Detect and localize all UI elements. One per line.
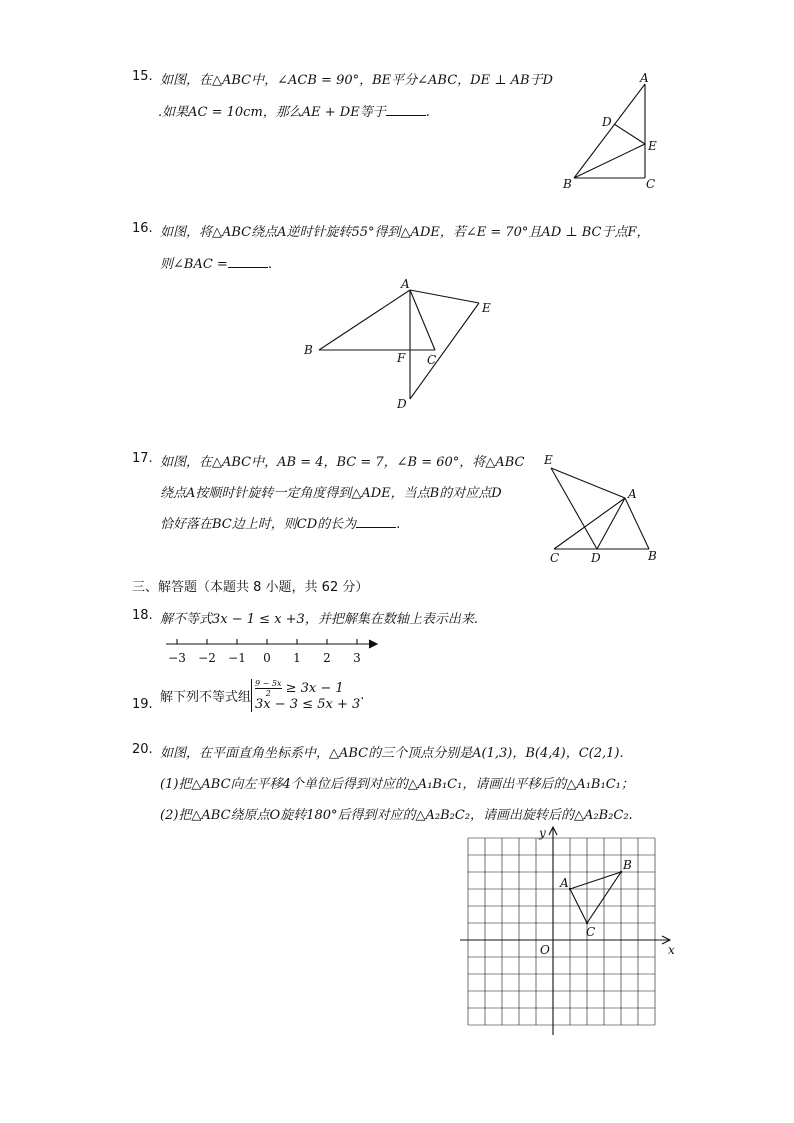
vertex-label-a: A <box>560 876 569 890</box>
q17-label-A: A <box>628 487 637 501</box>
q20-number: 20. <box>132 742 153 757</box>
q16-seg-DE <box>410 303 479 399</box>
q15-label-E: E <box>648 139 657 153</box>
q19-frac-num: 9 − 5x <box>255 679 282 688</box>
q19-end: . <box>360 688 365 703</box>
q15-label-B: B <box>563 177 572 191</box>
q17-label-D: D <box>591 551 601 565</box>
q17-seg-AB <box>625 498 649 549</box>
y-axis-label: y <box>539 826 546 840</box>
origin-label: O <box>540 943 550 957</box>
q18-tick-label: −3 <box>168 651 186 665</box>
q20-line1: 如图，在平面直角坐标系中，△ABC的三个顶点分别是A(1,3)，B(4,4)，C(2,1). <box>160 746 624 761</box>
q16-seg-AB <box>319 290 410 350</box>
q16-label-B: B <box>304 343 313 357</box>
q18-tick-label: 1 <box>293 651 301 665</box>
q15-figure <box>556 66 666 196</box>
q17-seg-AC <box>554 498 625 549</box>
q19-content <box>160 679 364 712</box>
q20-grid-figure <box>455 823 675 1023</box>
q17-figure <box>540 450 670 572</box>
q19-ineq1 <box>255 679 360 698</box>
q17-line2: 绕点A按顺时针旋转一定角度得到△ADE，当点B的对应点D <box>160 486 502 501</box>
q16-line2b: . <box>267 257 272 272</box>
q19-ineq1-rest: ≥ 3x − 1 <box>285 681 344 696</box>
q16-line1: 如图，将△ABC绕点A逆时针旋转55°得到△ADE，若∠E = 70°且AD ⊥ BC于点F， <box>160 225 650 240</box>
q19-frac-den: 2 <box>265 689 271 698</box>
vertex-point-a <box>569 888 571 890</box>
q15-number: 15. <box>132 69 153 84</box>
q19-ineq2: 3x − 3 ≤ 5x + 3 <box>255 697 361 712</box>
q17-seg-AE <box>551 468 625 498</box>
q16-label-F: F <box>397 351 406 365</box>
vertex-label-c: C <box>586 925 596 939</box>
vertex-point-b <box>620 871 622 873</box>
q20-part2: (2)把△ABC绕原点O旋转180°后得到对应的△A₂B₂C₂，请画出旋转后的△A₂B₂C₂. <box>160 808 633 823</box>
vertex-point-c <box>586 922 588 924</box>
q18-number-line <box>160 634 385 670</box>
q17-number: 17. <box>132 451 153 466</box>
q17-label-E: E <box>544 453 553 467</box>
q18-number: 18. <box>132 608 153 623</box>
section-3-title: 三、解答题（本题共 8 小题，共 62 分） <box>132 580 369 595</box>
q19-fraction <box>255 679 281 698</box>
q19-system <box>251 679 360 712</box>
q17-line3 <box>160 513 400 532</box>
q18-text: 解不等式3x − 1 ≤ x +3，并把解集在数轴上表示出来. <box>160 612 478 627</box>
q16-figure <box>298 276 508 416</box>
q16-seg-AE <box>410 290 479 303</box>
q17-label-C: C <box>550 551 560 565</box>
q16-label-A: A <box>401 277 410 291</box>
q16-line2 <box>160 253 272 272</box>
q20-part1: (1)把△ABC向左平移4个单位后得到对应的△A₁B₁C₁，请画出平移后的△A₁B₁C₁； <box>160 777 634 792</box>
q17-line1: 如图，在△ABC中，AB = 4，BC = 7，∠B = 60°，将△ABC <box>160 455 525 470</box>
x-axis-label: x <box>668 943 675 957</box>
q16-answer-blank[interactable] <box>228 255 268 268</box>
q18-tick-label: 2 <box>323 651 331 665</box>
q15-seg-BE <box>574 144 645 178</box>
q15-label-C: C <box>646 177 656 191</box>
q19-number: 19. <box>132 697 153 712</box>
vertex-label-b: B <box>623 858 632 872</box>
q17-seg-AD <box>597 498 625 549</box>
q17-answer-blank[interactable] <box>356 515 396 528</box>
q16-label-E: E <box>482 301 491 315</box>
q18-axis-arrow <box>369 640 377 648</box>
q16-label-D: D <box>397 397 407 411</box>
q18-tick-label: 0 <box>263 651 271 665</box>
q16-number: 16. <box>132 221 153 236</box>
q15-line2 <box>158 101 430 120</box>
q15-label-D: D <box>602 115 612 129</box>
q19-text: 解下列不等式组 <box>160 690 252 705</box>
q18-tick-label: −2 <box>198 651 216 665</box>
q17-label-B: B <box>648 549 657 563</box>
q18-tick-label: 3 <box>353 651 361 665</box>
q15-seg-AB <box>574 84 645 178</box>
q15-line1: 如图，在△ABC中，∠ACB = 90°，BE平分∠ABC，DE ⊥ AB于D <box>160 73 553 88</box>
q16-line2a: 则∠BAC = <box>160 257 228 272</box>
q17-line3b: . <box>396 517 401 532</box>
q15-label-A: A <box>640 71 649 85</box>
q16-seg-AC <box>410 290 435 350</box>
q16-label-C: C <box>427 353 437 367</box>
q15-answer-blank[interactable] <box>386 103 426 116</box>
triangle-ABC <box>570 872 621 923</box>
q18-tick-label: −1 <box>228 651 246 665</box>
q15-line2a: .如果AC = 10cm，那么AE + DE等于 <box>158 105 386 120</box>
q17-seg-DE <box>551 468 597 549</box>
q17-line3a: 恰好落在BC边上时，则CD的长为 <box>160 517 357 532</box>
q15-line2b: . <box>425 105 430 120</box>
q15-seg-DE <box>614 124 645 144</box>
